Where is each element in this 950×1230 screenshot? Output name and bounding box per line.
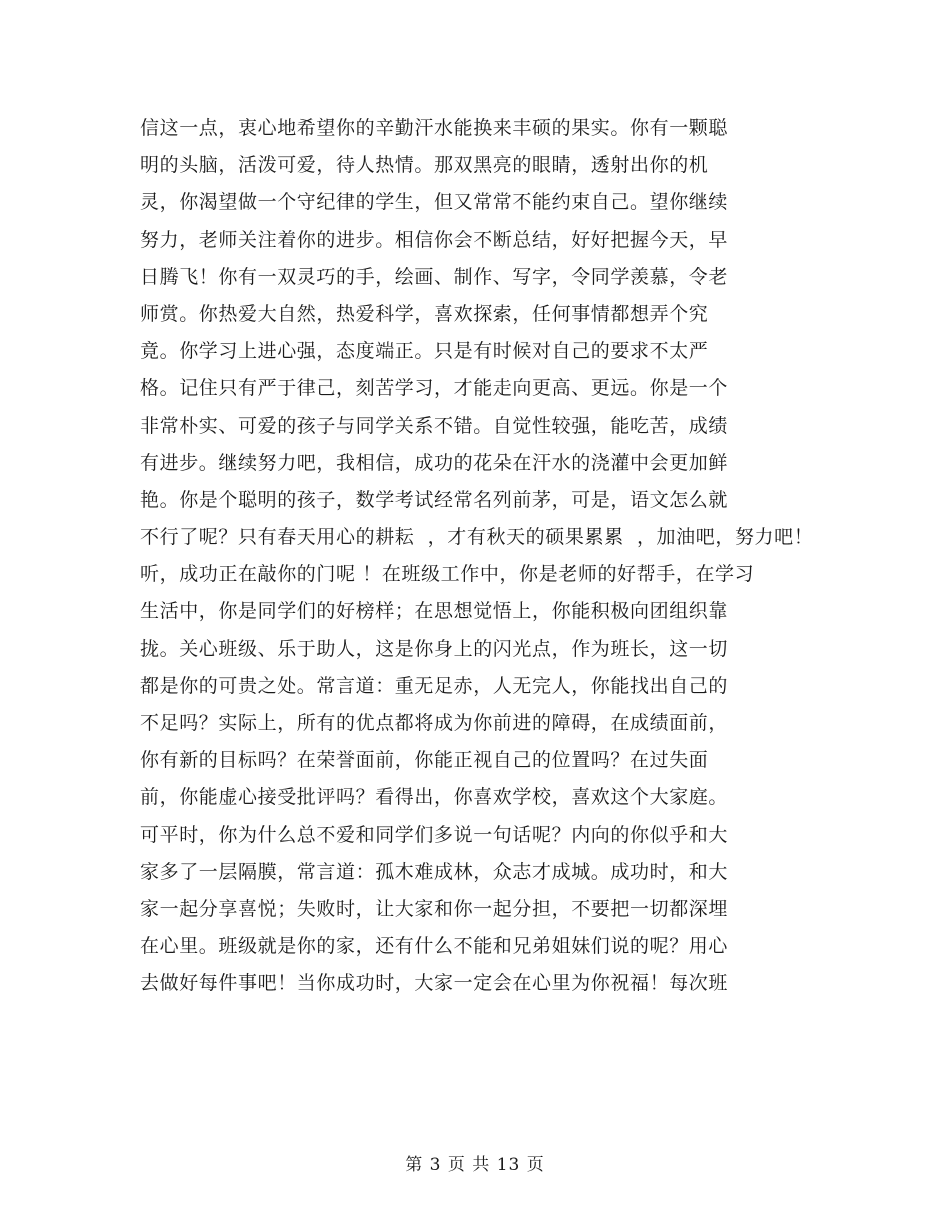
body-text xyxy=(140,110,840,1003)
text-line: 师赏。你热爱大自然，热爱科学，喜欢探索，任何事情都想弄个究 xyxy=(140,302,709,325)
text-line: 在心里。班级就是你的家，还有什么不能和兄弟姐妹们说的呢？用心 xyxy=(140,935,729,958)
text-line: 竟。你学习上进心强，态度端正。只是有时候对自己的要求不太严 xyxy=(140,340,709,363)
text-line: 不足吗？实际上，所有的优点都将成为你前进的障碍，在成绩面前， xyxy=(140,712,729,734)
text-line: 格。记住只有严于律己，刻苦学习，才能走向更高、更远。你是一个 xyxy=(140,377,729,400)
text-line: 家一起分享喜悦；失败时，让大家和你一起分担，不要把一切都深埋 xyxy=(140,897,729,920)
text-line: 生活中，你是同学们的好榜样；在思想觉悟上，你能积极向团组织靠 xyxy=(140,600,729,623)
text-line: 前，你能虚心接受批评吗？看得出，你喜欢学校，喜欢这个大家庭。 xyxy=(140,786,729,809)
page-footer: 第 3 页 共 13 页 xyxy=(405,1155,545,1175)
text-line: 你有新的目标吗？在荣誉面前，你能正视自己的位置吗？在过失面 xyxy=(140,749,709,772)
text-line: 拢。关心班级、乐于助人，这是你身上的闪光点，作为班长，这一切 xyxy=(140,637,729,660)
text-line: 去做好每件事吧！当你成功时，大家一定会在心里为你祝福！每次班 xyxy=(140,972,729,995)
text-line: 家多了一层隔膜，常言道：孤木难成林，众志才成城。成功时，和大 xyxy=(140,860,729,883)
text-line: 明的头脑，活泼可爱，待人热情。那双黑亮的眼睛，透射出你的机 xyxy=(140,154,709,177)
text-line: 听，成功正在敲你的门呢 ！在班级工作中，你是老师的好帮手，在学习 xyxy=(140,563,755,586)
text-line: 信这一点，衷心地希望你的辛勤汗水能换来丰硕的果实。你有一颗聪 xyxy=(140,117,729,139)
text-line: 非常朴实、可爱的孩子与同学关系不错。自觉性较强，能吃苦，成绩 xyxy=(140,414,729,437)
text-line: 日腾飞！你有一双灵巧的手，绘画、制作、写字，令同学羡慕，令老 xyxy=(140,265,729,288)
text-line: 有进步。继续努力吧，我相信，成功的花朵在汗水的浇灌中会更加鲜 xyxy=(140,451,729,474)
text-line: 灵，你渴望做一个守纪律的学生，但又常常不能约束自己。望你继续 xyxy=(140,191,729,214)
text-line: 艳。你是个聪明的孩子，数学考试经常名列前茅，可是，语文怎么就 xyxy=(140,488,729,511)
text-line: 不行了呢？只有春天用心的耕耘 ，才有秋天的硕果累累 ，加油吧，努力吧！ xyxy=(140,526,814,549)
text-line: 努力，老师关注着你的进步。相信你会不断总结，好好把握今天，早 xyxy=(140,228,729,251)
text-line: 可平时，你为什么总不爱和同学们多说一句话呢？内向的你似乎和大 xyxy=(140,823,729,846)
text-line: 都是你的可贵之处。常言道：重无足赤，人无完人，你能找出自己的 xyxy=(140,674,729,697)
